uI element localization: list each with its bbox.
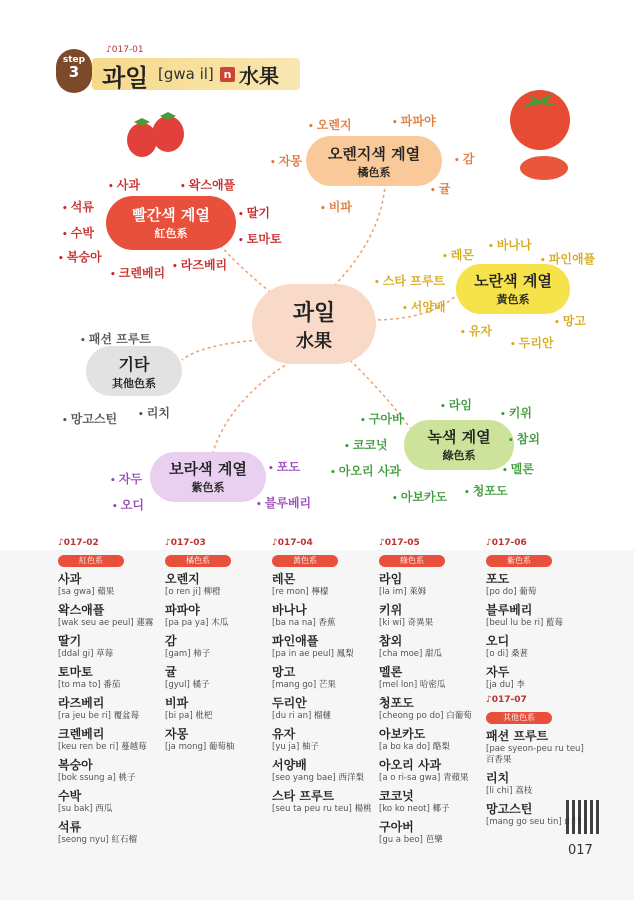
- vocab-romanization: [su bak]: [58, 804, 93, 814]
- vocab-korean: 석류: [58, 820, 82, 834]
- vocab-korean: 리치: [486, 771, 510, 785]
- vocab-korean: 라임: [379, 572, 403, 586]
- vocab-entry: [58, 603, 166, 629]
- vocab-entry: [379, 789, 487, 815]
- orange-group-subtitle: 橘色系: [357, 166, 391, 179]
- vocab-entry: [58, 665, 166, 691]
- other-group-bubble: [86, 346, 182, 396]
- vocab-entry: [486, 603, 594, 629]
- green-group-title: 녹색 계열: [427, 428, 491, 446]
- vocab-chinese: 覆盆莓: [113, 711, 140, 721]
- center-topic-bubble: [252, 284, 376, 364]
- vocab-korean: 스타 프루트: [272, 789, 335, 803]
- vocab-entry: [165, 665, 273, 691]
- vocab-entry: [379, 572, 487, 598]
- red-group-subtitle: 紅色系: [154, 227, 188, 240]
- vocab-romanization: [o di]: [486, 649, 509, 659]
- vocab-chinese: 橘子: [192, 680, 210, 690]
- vocab-romanization: [beul lu be ri]: [486, 618, 544, 628]
- vocab-korean: 블루베리: [486, 603, 533, 617]
- vocab-chinese: 榴槤: [313, 711, 331, 721]
- column-track-label: ♪017-07: [486, 695, 527, 705]
- vocab-column-yellow: [272, 538, 380, 815]
- vocab-korean: 오디: [486, 634, 510, 648]
- vocab-romanization: [wak seu ae peul]: [58, 618, 134, 628]
- column-track-label: ♪017-02: [58, 538, 99, 548]
- vocab-korean: 감: [165, 634, 177, 648]
- vocab-romanization: [li chi]: [486, 786, 513, 796]
- vocab-chinese: 甜瓜: [425, 649, 443, 659]
- vocab-korean: 자두: [486, 665, 510, 679]
- column-category-tag: 黃色系: [272, 555, 338, 567]
- vocab-romanization: [cha moe]: [379, 649, 423, 659]
- vocab-romanization: [gam]: [165, 649, 191, 659]
- column-track-label: ♪017-05: [379, 538, 420, 548]
- vocab-entry: [272, 758, 380, 784]
- vocab-chinese: 哈密瓜: [419, 680, 446, 690]
- vocab-korean: 사과: [58, 572, 82, 586]
- center-topic-korean: 과일: [292, 301, 336, 326]
- map-word: • 레몬: [442, 246, 474, 263]
- map-word: • 라즈베리: [172, 256, 227, 273]
- vocab-korean: 아오리 사과: [379, 758, 442, 772]
- vocab-chinese: 萊姆: [409, 587, 427, 597]
- red-group-bubble: [106, 196, 236, 250]
- vocab-korean: 키위: [379, 603, 403, 617]
- column-category-tag: 紅色系: [58, 555, 124, 567]
- vocab-korean: 토마토: [58, 665, 93, 679]
- vocab-entry: [58, 758, 166, 784]
- vocab-chinese: 柳橙: [203, 587, 221, 597]
- vocab-entry: [379, 603, 487, 629]
- map-word: • 자두: [110, 470, 142, 487]
- vocab-korean: 서양배: [272, 758, 307, 772]
- vocab-romanization: [ko ko neot]: [379, 804, 430, 814]
- vocab-korean: 청포도: [379, 696, 414, 710]
- vocab-romanization: [ki wi]: [379, 618, 405, 628]
- map-word: • 딸기: [238, 204, 270, 221]
- map-word: • 리치: [138, 404, 170, 421]
- vocab-korean: 망고: [272, 665, 296, 679]
- vocab-korean: 왁스애플: [58, 603, 105, 617]
- vocab-romanization: [yu ja]: [272, 742, 300, 752]
- map-word: • 자몽: [270, 152, 302, 169]
- page-title-korean: 과일: [102, 64, 149, 92]
- other-group-title: 기타: [118, 355, 150, 374]
- vocab-chinese: 葡萄柚: [208, 742, 235, 752]
- red-group-title: 빨간색 계열: [132, 206, 210, 224]
- vocab-entry: [272, 727, 380, 753]
- vocab-chinese: 紅石榴: [111, 835, 137, 845]
- map-word: • 망고스틴: [62, 410, 117, 427]
- vocab-korean: 바나나: [272, 603, 307, 617]
- vocab-entry: [379, 634, 487, 660]
- vocab-column-green: [379, 538, 487, 846]
- vocab-romanization: [sa gwa]: [58, 587, 95, 597]
- vocab-column-purple: [486, 538, 594, 828]
- vocab-korean: 크렌베리: [58, 727, 105, 741]
- vocab-korean: 패션 프루트: [486, 729, 549, 743]
- vocab-romanization: [pa in ae peul]: [272, 649, 334, 659]
- vocab-chinese: 荔枝: [515, 786, 533, 796]
- map-word: • 키위: [500, 404, 532, 421]
- vocab-romanization: [seong nyu]: [58, 835, 109, 845]
- column-track-label: ♪017-06: [486, 538, 527, 548]
- vocab-entry: [165, 696, 273, 722]
- vocab-entry: [58, 696, 166, 722]
- vocab-entry: [165, 727, 273, 753]
- map-word: • 망고: [554, 312, 586, 329]
- vocab-entry: [58, 634, 166, 660]
- vocab-chinese: 白葡萄: [446, 711, 472, 721]
- vocab-romanization: [mel lon]: [379, 680, 418, 690]
- vocab-romanization: [to ma to]: [58, 680, 101, 690]
- vocab-entry: [58, 572, 166, 598]
- vocab-romanization: [mang go]: [272, 680, 317, 690]
- vocab-entry: [58, 727, 166, 753]
- vocab-romanization: [ddal gi]: [58, 649, 94, 659]
- column-category-tag: 綠色系: [379, 555, 445, 567]
- step-number: 3: [68, 63, 80, 81]
- map-word: • 멜론: [502, 460, 534, 477]
- vocab-chinese: 西瓜: [95, 804, 113, 814]
- part-of-speech-badge: n: [220, 67, 235, 82]
- vocab-entry: [58, 789, 166, 815]
- vocab-entry: [379, 696, 487, 722]
- vocab-chinese: 酪梨: [432, 742, 450, 752]
- page-number: 017: [568, 843, 593, 858]
- map-word: • 스타 프루트: [374, 272, 445, 289]
- vocab-entry: [58, 820, 166, 846]
- vocab-korean: 라즈베리: [58, 696, 105, 710]
- vocab-entry: [272, 634, 380, 660]
- column-track-label: ♪017-03: [165, 538, 206, 548]
- map-word: • 바나나: [488, 236, 532, 253]
- vocab-column-red: [58, 538, 166, 846]
- vocab-chinese: 香蕉: [318, 618, 336, 628]
- map-word: • 사과: [108, 176, 140, 193]
- vocab-entry: [379, 665, 487, 691]
- vocab-korean: 수박: [58, 789, 82, 803]
- vocab-entry: [379, 758, 487, 784]
- vocab-chinese: 百香果: [486, 755, 512, 765]
- vocab-romanization: [ja mong]: [165, 742, 207, 752]
- green-group-subtitle: 綠色系: [442, 449, 476, 462]
- vocab-romanization: [gyul]: [165, 680, 190, 690]
- map-word: • 오디: [112, 496, 144, 513]
- vocab-korean: 참외: [379, 634, 403, 648]
- vocab-entry: [272, 603, 380, 629]
- vocab-chinese: 蘋果: [97, 587, 115, 597]
- audio-track-label: ♪017-01: [106, 45, 144, 55]
- yellow-group-title: 노란색 계열: [474, 272, 552, 290]
- vocab-chinese: 藍莓: [546, 618, 564, 628]
- vocab-chinese: 西洋梨: [338, 773, 364, 783]
- vocab-entry: [486, 729, 594, 766]
- map-word: • 두리안: [510, 334, 554, 351]
- orange-group-title: 오렌지색 계열: [327, 145, 421, 163]
- vocab-romanization: [du ri an]: [272, 711, 312, 721]
- vocab-korean: 두리안: [272, 696, 307, 710]
- qr-code-icon[interactable]: [566, 800, 600, 834]
- green-group-bubble: [404, 420, 514, 470]
- vocab-romanization: [gu a beo]: [379, 835, 423, 845]
- vocab-entry: [165, 603, 273, 629]
- vocab-korean: 파파야: [165, 603, 200, 617]
- map-word: • 유자: [460, 322, 492, 339]
- column-category-tag: 紫色系: [486, 555, 552, 567]
- vocab-romanization: [ra jeu be ri]: [58, 711, 111, 721]
- vocab-entry: [379, 727, 487, 753]
- vocab-romanization: [cheong po do]: [379, 711, 444, 721]
- vocab-romanization: [a o ri-sa gwa]: [379, 773, 441, 783]
- map-word: • 파파야: [392, 112, 436, 129]
- column-track-label: ♪017-04: [272, 538, 313, 548]
- vocab-romanization: [a bo ka do]: [379, 742, 431, 752]
- map-word: • 패션 프루트: [80, 330, 151, 347]
- map-word: • 감: [454, 150, 474, 167]
- vocab-chinese: 椰子: [432, 804, 450, 814]
- vocab-korean: 아보카도: [379, 727, 426, 741]
- vocab-korean: 구아버: [379, 820, 414, 834]
- purple-group-title: 보라색 계열: [169, 460, 247, 478]
- vocab-entry: [165, 572, 273, 598]
- vocab-chinese: 芒果: [318, 680, 336, 690]
- map-word: • 아오리 사과: [330, 462, 401, 479]
- vocab-romanization: [seo yang bae]: [272, 773, 336, 783]
- vocab-entry: [272, 789, 380, 815]
- vocab-entry: [486, 572, 594, 598]
- vocab-romanization: [ja du]: [486, 680, 514, 690]
- vocab-romanization: [la im]: [379, 587, 407, 597]
- vocab-chinese: 檸檬: [311, 587, 329, 597]
- column-category-tag: 其他色系: [486, 712, 552, 724]
- vocab-entry: [272, 572, 380, 598]
- vocab-chinese: 蓮霧: [136, 618, 154, 628]
- map-word: • 참외: [508, 430, 540, 447]
- vocab-chinese: 青蘋果: [442, 773, 469, 783]
- vocab-entry: [486, 634, 594, 660]
- vocab-entry: [272, 696, 380, 722]
- vocab-korean: 코코넛: [379, 789, 414, 803]
- vocab-entry: [379, 820, 487, 846]
- map-word: • 수박: [62, 224, 94, 241]
- step-label: step: [62, 55, 86, 65]
- vocab-korean: 자몽: [165, 727, 189, 741]
- vocab-chinese: 桃子: [118, 773, 136, 783]
- vocab-romanization: [bok ssung a]: [58, 773, 116, 783]
- orange-group-bubble: [306, 136, 442, 186]
- vocab-romanization: [pa pa ya]: [165, 618, 209, 628]
- map-word: • 블루베리: [256, 494, 311, 511]
- vocab-chinese: 蔓越莓: [121, 742, 147, 752]
- vocab-korean: 멜론: [379, 665, 403, 679]
- vocab-chinese: 柿子: [193, 649, 211, 659]
- purple-group-bubble: [150, 452, 266, 502]
- vocab-korean: 복숭아: [58, 758, 93, 772]
- yellow-group-bubble: [456, 264, 570, 314]
- center-topic-chinese: 水果: [296, 331, 332, 352]
- vocab-chinese: 柚子: [302, 742, 320, 752]
- vocab-chinese: 芭樂: [425, 835, 443, 845]
- vocab-chinese: 奇異果: [407, 618, 434, 628]
- map-word: • 복숭아: [58, 248, 102, 265]
- vocab-chinese: 楊桃: [354, 804, 372, 814]
- map-word: • 크렌베리: [110, 264, 165, 281]
- vocab-romanization: [bi pa]: [165, 711, 193, 721]
- vocab-chinese: 番茄: [103, 680, 121, 690]
- vocab-korean: 딸기: [58, 634, 82, 648]
- map-word: • 코코넛: [344, 436, 388, 453]
- vocab-romanization: [seu ta peu ru teu]: [272, 804, 352, 814]
- vocab-romanization: [ba na na]: [272, 618, 316, 628]
- vocab-romanization: [re mon]: [272, 587, 309, 597]
- vocab-chinese: 鳳梨: [336, 649, 354, 659]
- page-title-chinese: 水果: [239, 64, 279, 88]
- vocab-entry: [272, 665, 380, 691]
- column-category-tag: 橘色系: [165, 555, 231, 567]
- vocab-romanization: [pae syeon-peu ru teu]: [486, 744, 584, 754]
- map-word: • 서양배: [402, 298, 446, 315]
- map-word: • 토마토: [238, 230, 282, 247]
- map-word: • 청포도: [464, 482, 508, 499]
- map-word: • 아보카도: [392, 488, 447, 505]
- map-word: • 비파: [320, 198, 352, 215]
- vocab-column-orange: [165, 538, 273, 753]
- vocab-chinese: 桑葚: [511, 649, 529, 659]
- map-word: • 라임: [440, 396, 472, 413]
- vocab-korean: 유자: [272, 727, 296, 741]
- map-word: • 오렌지: [308, 116, 352, 133]
- vocab-chinese: 木瓜: [211, 618, 229, 628]
- vocab-korean: 레몬: [272, 572, 296, 586]
- other-group-subtitle: 其他色系: [112, 377, 156, 390]
- map-word: • 구아바: [360, 410, 404, 427]
- map-word: • 석류: [62, 198, 94, 215]
- vocab-chinese: 李: [516, 680, 525, 690]
- map-word: • 귤: [430, 180, 450, 197]
- vocab-korean: 파인애플: [272, 634, 319, 648]
- vocab-romanization: [po do]: [486, 587, 517, 597]
- map-word: • 파인애플: [540, 250, 595, 267]
- yellow-group-subtitle: 黃色系: [496, 293, 530, 306]
- purple-group-subtitle: 紫色系: [191, 481, 225, 494]
- vocab-entry: [486, 771, 594, 797]
- vocab-korean: 망고스틴: [486, 802, 533, 816]
- vocab-korean: 귤: [165, 665, 177, 679]
- vocab-korean: 포도: [486, 572, 510, 586]
- vocab-romanization: [o ren ji]: [165, 587, 201, 597]
- page-title-romanization: [gwa il]: [158, 65, 214, 83]
- vocab-chinese: 葡萄: [519, 587, 537, 597]
- vocab-entry: [165, 634, 273, 660]
- vocab-korean: 비파: [165, 696, 189, 710]
- vocab-entry: [486, 665, 594, 691]
- map-word: • 포도: [268, 458, 300, 475]
- vocab-romanization: [keu ren be ri]: [58, 742, 119, 752]
- vocab-korean: 오렌지: [165, 572, 200, 586]
- vocab-chinese: 草莓: [96, 649, 114, 659]
- vocab-chinese: 枇杷: [195, 711, 213, 721]
- map-word: • 왁스애플: [180, 176, 235, 193]
- vocab-romanization: [mang go seu tin]: [486, 817, 562, 827]
